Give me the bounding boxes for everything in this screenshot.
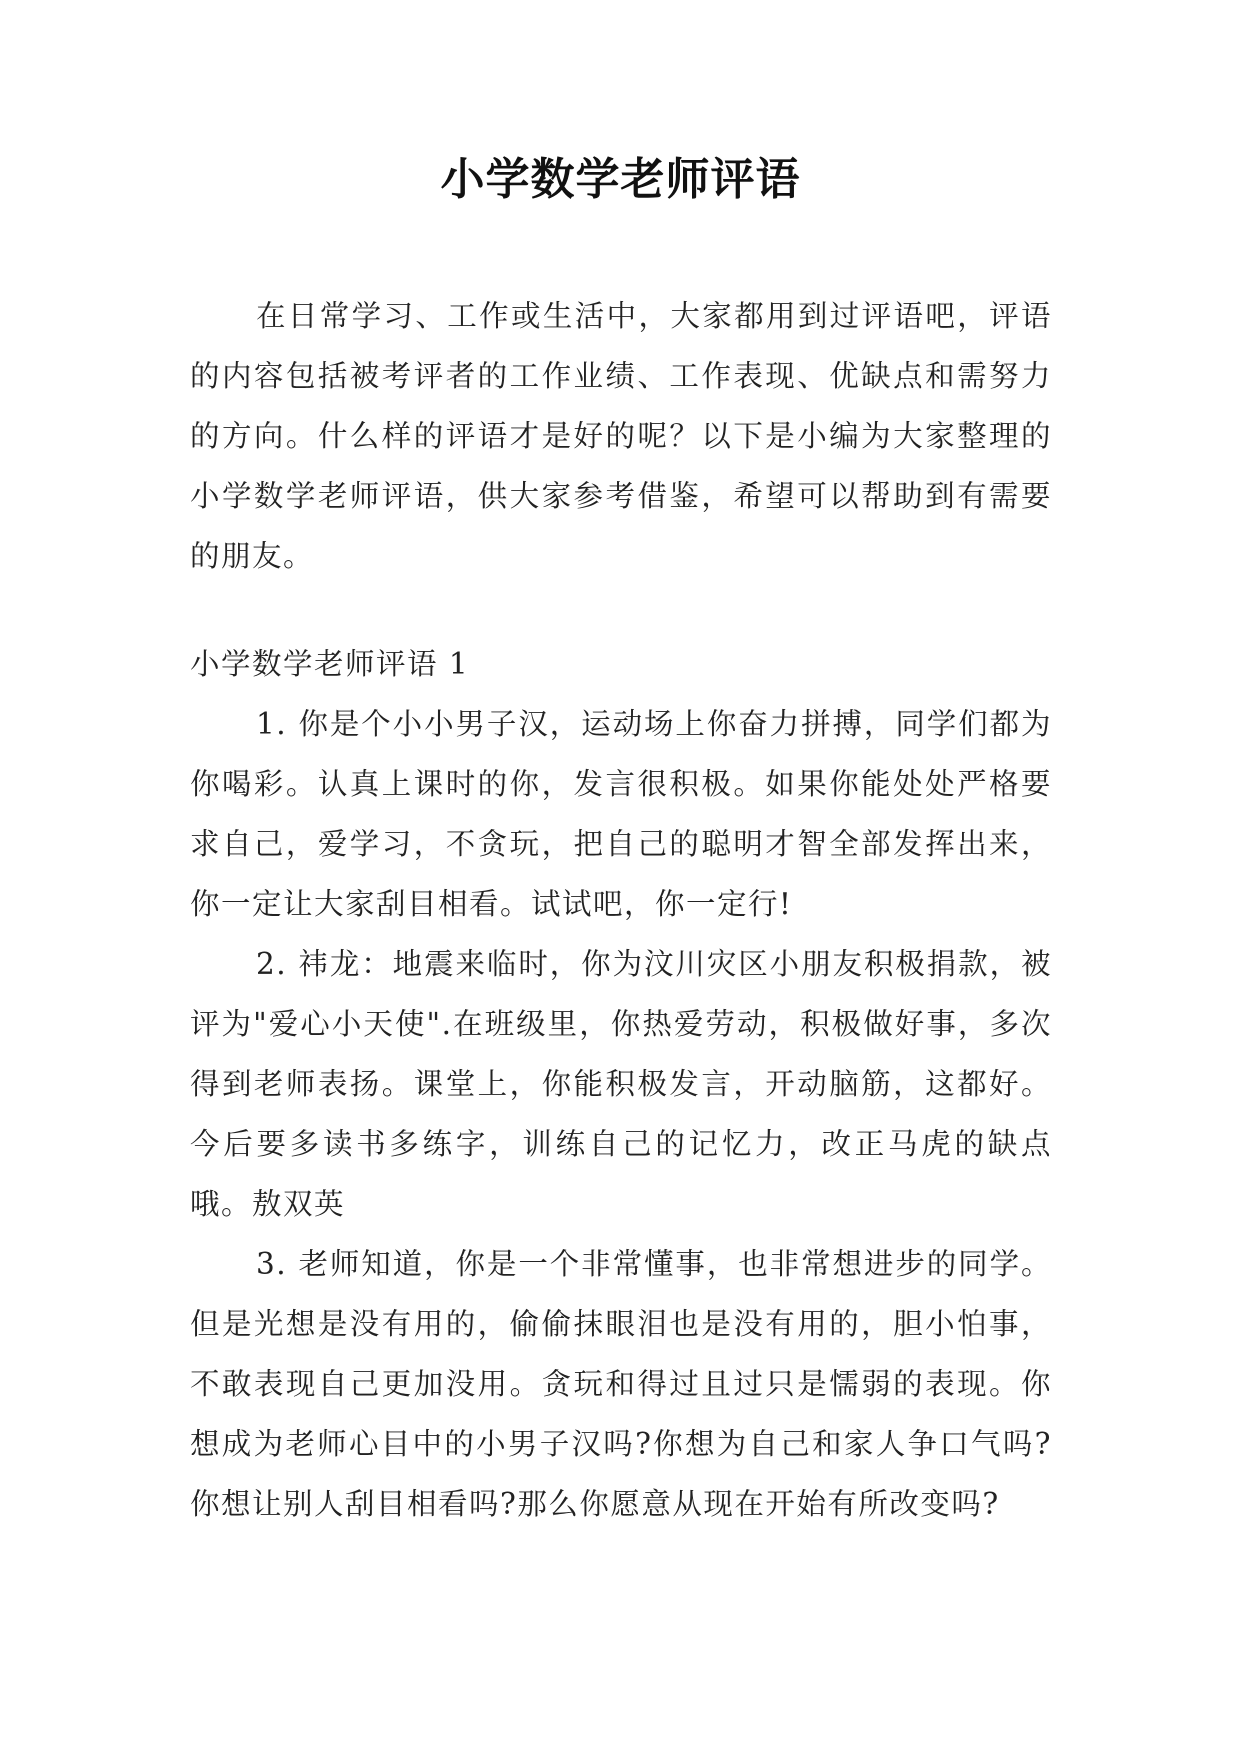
intro-paragraph: 在日常学习、工作或生活中，大家都用到过评语吧，评语的内容包括被考评者的工作业绩、工作表现、优缺点和需努力的方向。什么样的评语才是好的呢？以下是小编为大家整理的小学数学老师评语，供大家参考借鉴，希望可以帮助到有需要的朋友。 [190,299,1052,573]
intro-block [190,286,1052,586]
list-item: 2. 祎龙：地震来临时，你为汶川灾区小朋友积极捐款，被评为"爱心小天使".在班级里，你热爱劳动，积极做好事，多次得到老师表扬。课堂上，你能积极发言，开动脑筋，这都好。今后要多读书多练字，训练自己的记忆力，改正马虎的缺点哦。敖双英 [190,947,1052,1221]
section-heading: 小学数学老师评语 1 [190,647,470,681]
section-block [190,634,1052,1534]
list-item: 3. 老师知道，你是一个非常懂事，也非常想进步的同学。但是光想是没有用的，偷偷抹眼泪也是没有用的，胆小怕事，不敢表现自己更加没用。贪玩和得过且过只是懦弱的表现。你想成为老师心目中的小男子汉吗?你想为自己和家人争口气吗?你想让别人刮目相看吗?那么你愿意从现在开始有所改变吗? [190,1247,1052,1521]
page-title: 小学数学老师评语 [440,154,801,205]
list-item: 1. 你是个小小男子汉，运动场上你奋力拼搏，同学们都为你喝彩。认真上课时的你，发言很积极。如果你能处处严格要求自己，爱学习，不贪玩，把自己的聪明才智全部发挥出来，你一定让大家刮目相看。试试吧，你一定行! [190,707,1052,921]
